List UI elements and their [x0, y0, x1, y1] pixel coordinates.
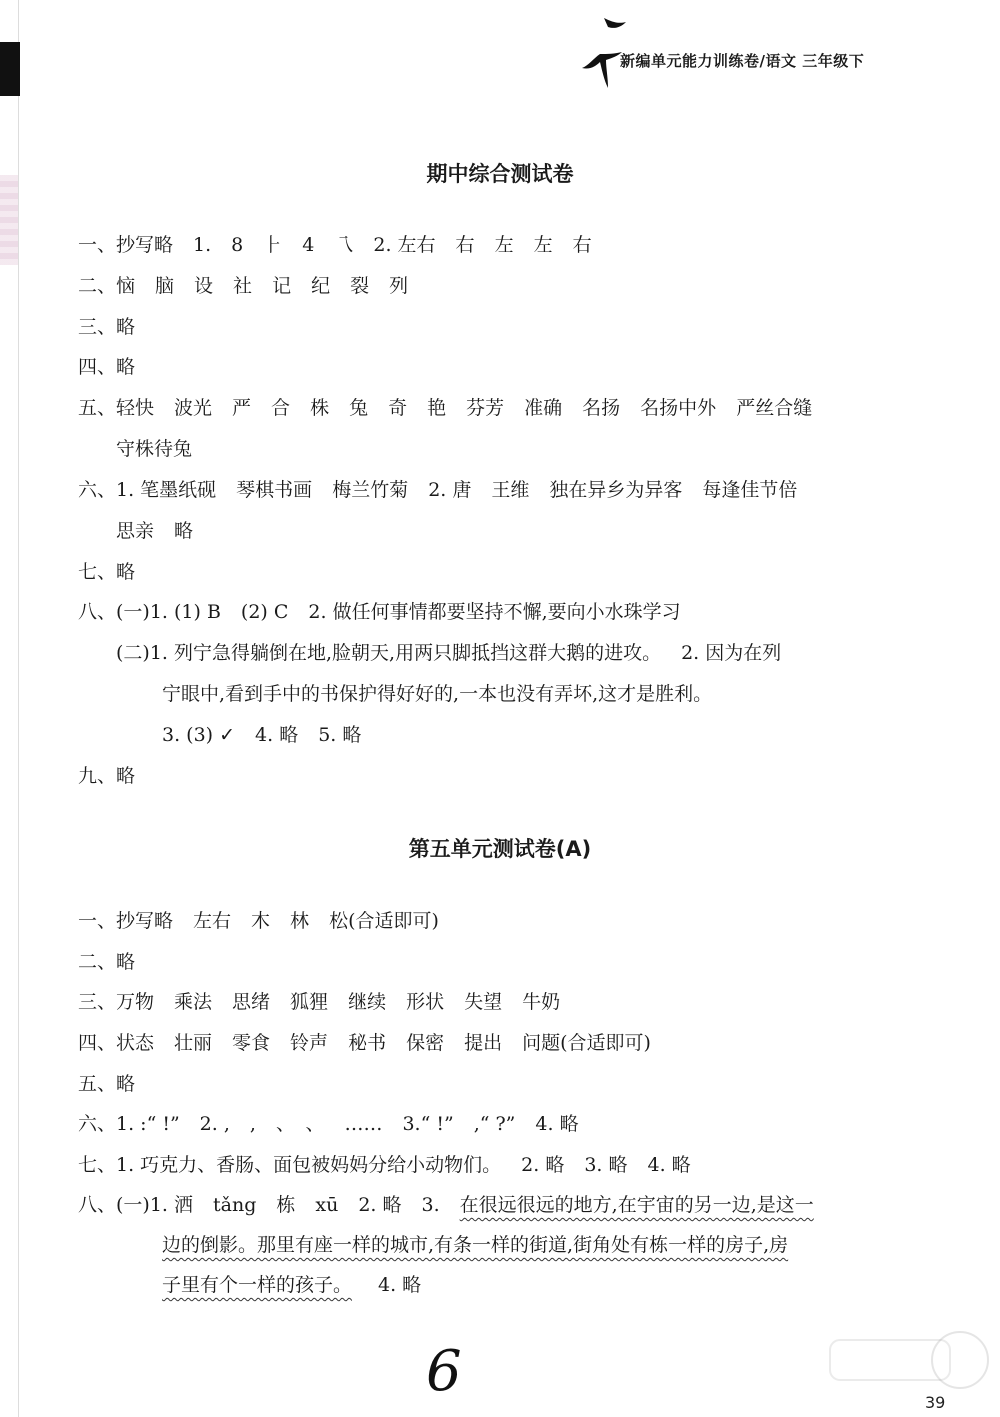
answer-token: 3. 略: [584, 1154, 628, 1176]
answer-token: 2. 做任何事情都要坚持不懈,要向小水珠学习: [308, 601, 681, 623]
answer-token: 牛奶: [522, 991, 561, 1013]
answer-token: 宁眼中,看到手中的书保护得好好的,一本也没有弄坏,这才是胜利。: [162, 683, 713, 705]
answer-token: 三、万物: [78, 991, 155, 1013]
answer-token: 梅兰竹菊: [332, 479, 409, 501]
answer-token: 五、轻快: [78, 397, 155, 419]
answer-token: 株: [310, 397, 330, 419]
page-number: 39: [925, 1393, 946, 1412]
answer-token: 纪: [311, 275, 331, 297]
answer-token: 2. ,: [199, 1113, 230, 1135]
answer-token: 脑: [155, 275, 175, 297]
answer-token: 壮丽: [174, 1032, 213, 1054]
answer-line-3: [78, 312, 135, 339]
answer-token: 名扬: [582, 397, 621, 419]
unit5-line-6: [78, 1109, 579, 1136]
answer-token: 4. 略: [378, 1274, 422, 1296]
answer-token: 三、略: [78, 316, 136, 338]
answer-token: 名扬中外: [640, 397, 717, 419]
edge-color-band: [0, 175, 18, 265]
answer-token: 每逢佳节倍: [702, 479, 798, 501]
unit5-line-3: [78, 987, 560, 1014]
answer-token: 左: [494, 234, 514, 256]
answer-token: 8: [231, 234, 244, 256]
answer-token: 琴棋书画: [236, 479, 313, 501]
answer-line-8c: [162, 679, 712, 706]
answer-token: 狐狸: [290, 991, 329, 1013]
header-title: 新编单元能力训练卷/语文 三年级下: [620, 52, 865, 70]
answer-token: ……: [344, 1113, 383, 1135]
answer-token: 4: [302, 234, 315, 256]
answer-line-8: [78, 597, 681, 624]
answer-token: 守株待兔: [116, 438, 193, 460]
answer-token: 3. (3) ✓: [162, 724, 236, 746]
answer-token: 思亲: [116, 520, 155, 542]
answer-token: 四、状态: [78, 1032, 155, 1054]
answer-token: 问题(合适即可): [522, 1032, 651, 1054]
answer-token: 右: [572, 234, 592, 256]
answer-token: 记: [272, 275, 292, 297]
answer-token: 保密: [406, 1032, 445, 1054]
answer-token: 、: [305, 1113, 325, 1135]
answer-token: 、: [275, 1113, 286, 1135]
answer-token: 艳: [427, 397, 447, 419]
answer-token: 奇: [388, 397, 408, 419]
answer-token: 八、(一)1. 洒: [78, 1194, 193, 1216]
answer-line-2: [78, 271, 408, 298]
answer-token: 七、略: [78, 561, 136, 583]
running-header: [578, 14, 923, 94]
answer-token: 零食: [232, 1032, 271, 1054]
answer-token: 裂: [350, 275, 370, 297]
unit5-line-8: [78, 1190, 814, 1217]
answer-token: 九、略: [78, 765, 136, 787]
answer-line-6b: [116, 516, 193, 543]
unit5-line-5: [78, 1069, 135, 1096]
answer-token: 六、1. 笔墨纸砚: [78, 479, 217, 501]
answer-token: 合: [271, 397, 291, 419]
answer-token: 二、恼: [78, 275, 136, 297]
answer-token: 王维: [491, 479, 530, 501]
answer-token: 4. 略: [647, 1154, 691, 1176]
answer-token: 兔: [349, 397, 369, 419]
answer-token: 左: [533, 234, 553, 256]
answer-line-5: [78, 393, 812, 420]
unit5-line-1: [78, 906, 439, 933]
answer-token: 社: [233, 275, 253, 297]
answer-token: 左右: [193, 910, 232, 932]
answer-token: 右: [455, 234, 475, 256]
section-title-unit5: 第五单元测试卷(A): [408, 837, 592, 861]
answer-token: 林: [290, 910, 310, 932]
answer-token: 2. 唐: [428, 479, 472, 501]
answer-token: 波光: [174, 397, 213, 419]
answer-token: 继续: [348, 991, 387, 1013]
answer-token: 松(合适即可): [329, 910, 439, 932]
answer-token: xū: [315, 1194, 339, 1216]
answer-line-5b: [116, 434, 192, 461]
answer-token: 严丝合缝: [736, 397, 813, 419]
answer-token: 四、略: [78, 356, 136, 378]
answer-token: 乘法: [174, 991, 213, 1013]
answer-token: 1.: [193, 234, 212, 256]
underlined-answer: 子里有个一样的孩子。: [162, 1274, 353, 1296]
answer-token: ⺊: [263, 234, 283, 256]
answer-token: ,: [249, 1113, 256, 1135]
answer-token: 严: [232, 397, 252, 419]
answer-token: 5. 略: [318, 724, 362, 746]
answer-token: 4. 略: [255, 724, 299, 746]
answer-line-9: [78, 761, 135, 788]
unit5-line-8c: [162, 1270, 421, 1297]
answer-line-7: [78, 557, 135, 584]
handwritten-mark: [420, 1330, 470, 1400]
handwritten-mark-text: 6: [426, 1339, 462, 1400]
underlined-answer: 边的倒影。那里有座一样的城市,有条一样的街道,街角处有栋一样的房子,房: [162, 1234, 789, 1256]
answer-token: 2. 左右: [373, 234, 436, 256]
answer-token: 准确: [524, 397, 563, 419]
answer-token: (2) C: [240, 601, 289, 623]
answer-token: 秘书: [348, 1032, 387, 1054]
answer-line-4: [78, 352, 135, 379]
answer-token: 木: [251, 910, 271, 932]
answer-token: ,“ ?”: [473, 1113, 516, 1135]
answer-line-8b: [116, 638, 781, 665]
answer-line-1: [78, 230, 592, 257]
answer-token: 芬芳: [466, 397, 505, 419]
answer-line-6: [78, 475, 797, 502]
answer-token: 形状: [406, 991, 445, 1013]
answer-token: 提出: [464, 1032, 503, 1054]
underlined-answer: 在很远很远的地方,在宇宙的另一边,是这一: [459, 1194, 814, 1216]
answer-token: (二)1. 列宁急得躺倒在地,脸朝天,用两只脚抵挡这群大鹅的进攻。: [116, 642, 662, 664]
answer-token: tǎng: [213, 1194, 257, 1216]
answer-token: 独在异乡为异客: [549, 479, 683, 501]
unit5-line-4: [78, 1028, 651, 1055]
answer-token: 铃声: [290, 1032, 329, 1054]
answer-token: 一、抄写略: [78, 910, 174, 932]
answer-token: 七、1. 巧克力、香肠、面包被妈妈分给小动物们。: [78, 1154, 502, 1176]
answer-token: 思绪: [232, 991, 271, 1013]
answer-token: 一、抄写略: [78, 234, 174, 256]
page-edge: [18, 0, 19, 1417]
answer-token: 2. 略: [358, 1194, 402, 1216]
section-title-midterm: 期中综合测试卷: [426, 162, 574, 186]
unit5-line-7: [78, 1150, 691, 1177]
answer-token: 乁: [334, 234, 354, 256]
answer-token: 失望: [464, 991, 503, 1013]
answer-token: 2. 因为在列: [681, 642, 782, 664]
answer-token: 2. 略: [521, 1154, 565, 1176]
answer-token: 设: [194, 275, 214, 297]
unit5-line-2: [78, 947, 135, 974]
answer-token: 八、(一)1. (1) B: [78, 601, 221, 623]
unit5-line-8b: [162, 1230, 788, 1257]
answer-token: 3.“ !”: [402, 1113, 454, 1135]
answer-token: 五、略: [78, 1073, 136, 1095]
answer-token: 4. 略: [535, 1113, 579, 1135]
answer-line-8d: [162, 720, 361, 747]
answer-token: 二、略: [78, 951, 136, 973]
answer-token: 3.: [421, 1194, 440, 1216]
answer-token: 栋: [276, 1194, 296, 1216]
watermark-logo: [810, 1320, 990, 1410]
edge-tab-marker: [0, 42, 20, 96]
answer-token: 六、1. :“ !”: [78, 1113, 180, 1135]
answer-token: 列: [389, 275, 409, 297]
answer-token: 略: [174, 520, 194, 542]
